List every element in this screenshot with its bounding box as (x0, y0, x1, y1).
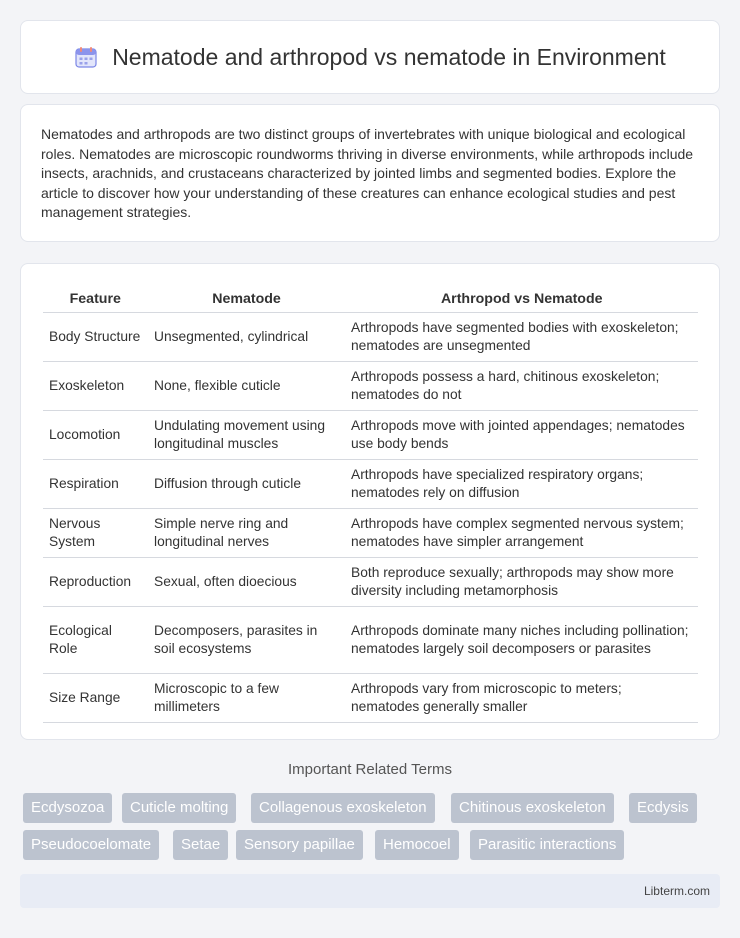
table-cell: Ecological Role (43, 606, 148, 673)
table-row (43, 673, 698, 722)
related-term-tag[interactable]: Ecdysozoa (23, 793, 112, 823)
table-cell: Sexual, often dioecious (148, 557, 345, 606)
intro-card (20, 104, 720, 242)
table-cell: Respiration (43, 459, 148, 508)
table-cell: Undulating movement using longitudinal muscles (148, 410, 345, 459)
footer-brand[interactable]: Libterm.com (643, 884, 710, 898)
table-row (43, 606, 698, 673)
table-cell: Arthropods vary from microscopic to meters; nematodes generally smaller (345, 673, 698, 722)
table-cell: Arthropods have complex segmented nervous system; nematodes have simpler arrangement (345, 508, 698, 557)
table-cell: Locomotion (43, 410, 148, 459)
footer (20, 874, 720, 908)
related-term-tag[interactable]: Cuticle molting (122, 793, 236, 823)
related-term-tag[interactable]: Setae (173, 830, 228, 860)
page-title: Nematode and arthropod vs nematode in Environment (112, 43, 666, 70)
related-term-tag[interactable]: Hemocoel (375, 830, 459, 860)
table-cell: Microscopic to a few millimeters (148, 673, 345, 722)
table-cell: None, flexible cuticle (148, 361, 345, 410)
table-cell: Size Range (43, 673, 148, 722)
column-header: Nematode (148, 284, 345, 312)
intro-text: Nematodes and arthropods are two distinct groups of invertebrates with unique biological and ecological roles. Nematodes are microscopic roundworms thriving in diverse environments, while arthropods include insects, arachnids, and crustaceans characterized by jointed limbs and segmented bodies. Explore the article to discover how your understanding of these creatures can enhance ecological studies and pest management strategies. (41, 126, 694, 221)
table-cell: Both reproduce sexually; arthropods may show more diversity including metamorphosis (345, 557, 698, 606)
table-cell: Arthropods dominate many niches including pollination; nematodes largely soil decomposers or parasites (345, 606, 698, 673)
column-header: Feature (43, 284, 148, 312)
table-row (43, 312, 698, 361)
comparison-table (43, 284, 698, 723)
table-cell: Simple nerve ring and longitudinal nerves (148, 508, 345, 557)
table-cell: Arthropods have specialized respiratory organs; nematodes rely on diffusion (345, 459, 698, 508)
header-card (20, 20, 720, 94)
related-term-tag[interactable]: Sensory papillae (236, 830, 363, 860)
table-row (43, 508, 698, 557)
table-cell: Arthropods move with jointed appendages; nematodes use body bends (345, 410, 698, 459)
table-row (43, 410, 698, 459)
related-terms-title: Important Related Terms (288, 761, 452, 778)
table-header-row (43, 284, 698, 312)
table-cell: Body Structure (43, 312, 148, 361)
table-cell: Exoskeleton (43, 361, 148, 410)
table-row (43, 557, 698, 606)
comparison-table-card (20, 263, 720, 740)
related-term-tag[interactable]: Ecdysis (629, 793, 697, 823)
table-cell: Decomposers, parasites in soil ecosystems (148, 606, 345, 673)
table-row (43, 459, 698, 508)
related-term-tag[interactable]: Pseudocoelomate (23, 830, 159, 860)
table-row (43, 361, 698, 410)
table-cell: Arthropods have segmented bodies with exoskeleton; nematodes are unsegmented (345, 312, 698, 361)
related-term-tag[interactable]: Collagenous exoskeleton (251, 793, 435, 823)
table-cell: Reproduction (43, 557, 148, 606)
related-term-tag[interactable]: Chitinous exoskeleton (451, 793, 614, 823)
related-term-tag[interactable]: Parasitic interactions (470, 830, 624, 860)
table-cell: Arthropods possess a hard, chitinous exoskeleton; nematodes do not (345, 361, 698, 410)
table-cell: Diffusion through cuticle (148, 459, 345, 508)
table-cell: Nervous System (43, 508, 148, 557)
calendar-icon (74, 45, 98, 69)
table-cell: Unsegmented, cylindrical (148, 312, 345, 361)
column-header: Arthropod vs Nematode (345, 284, 698, 312)
